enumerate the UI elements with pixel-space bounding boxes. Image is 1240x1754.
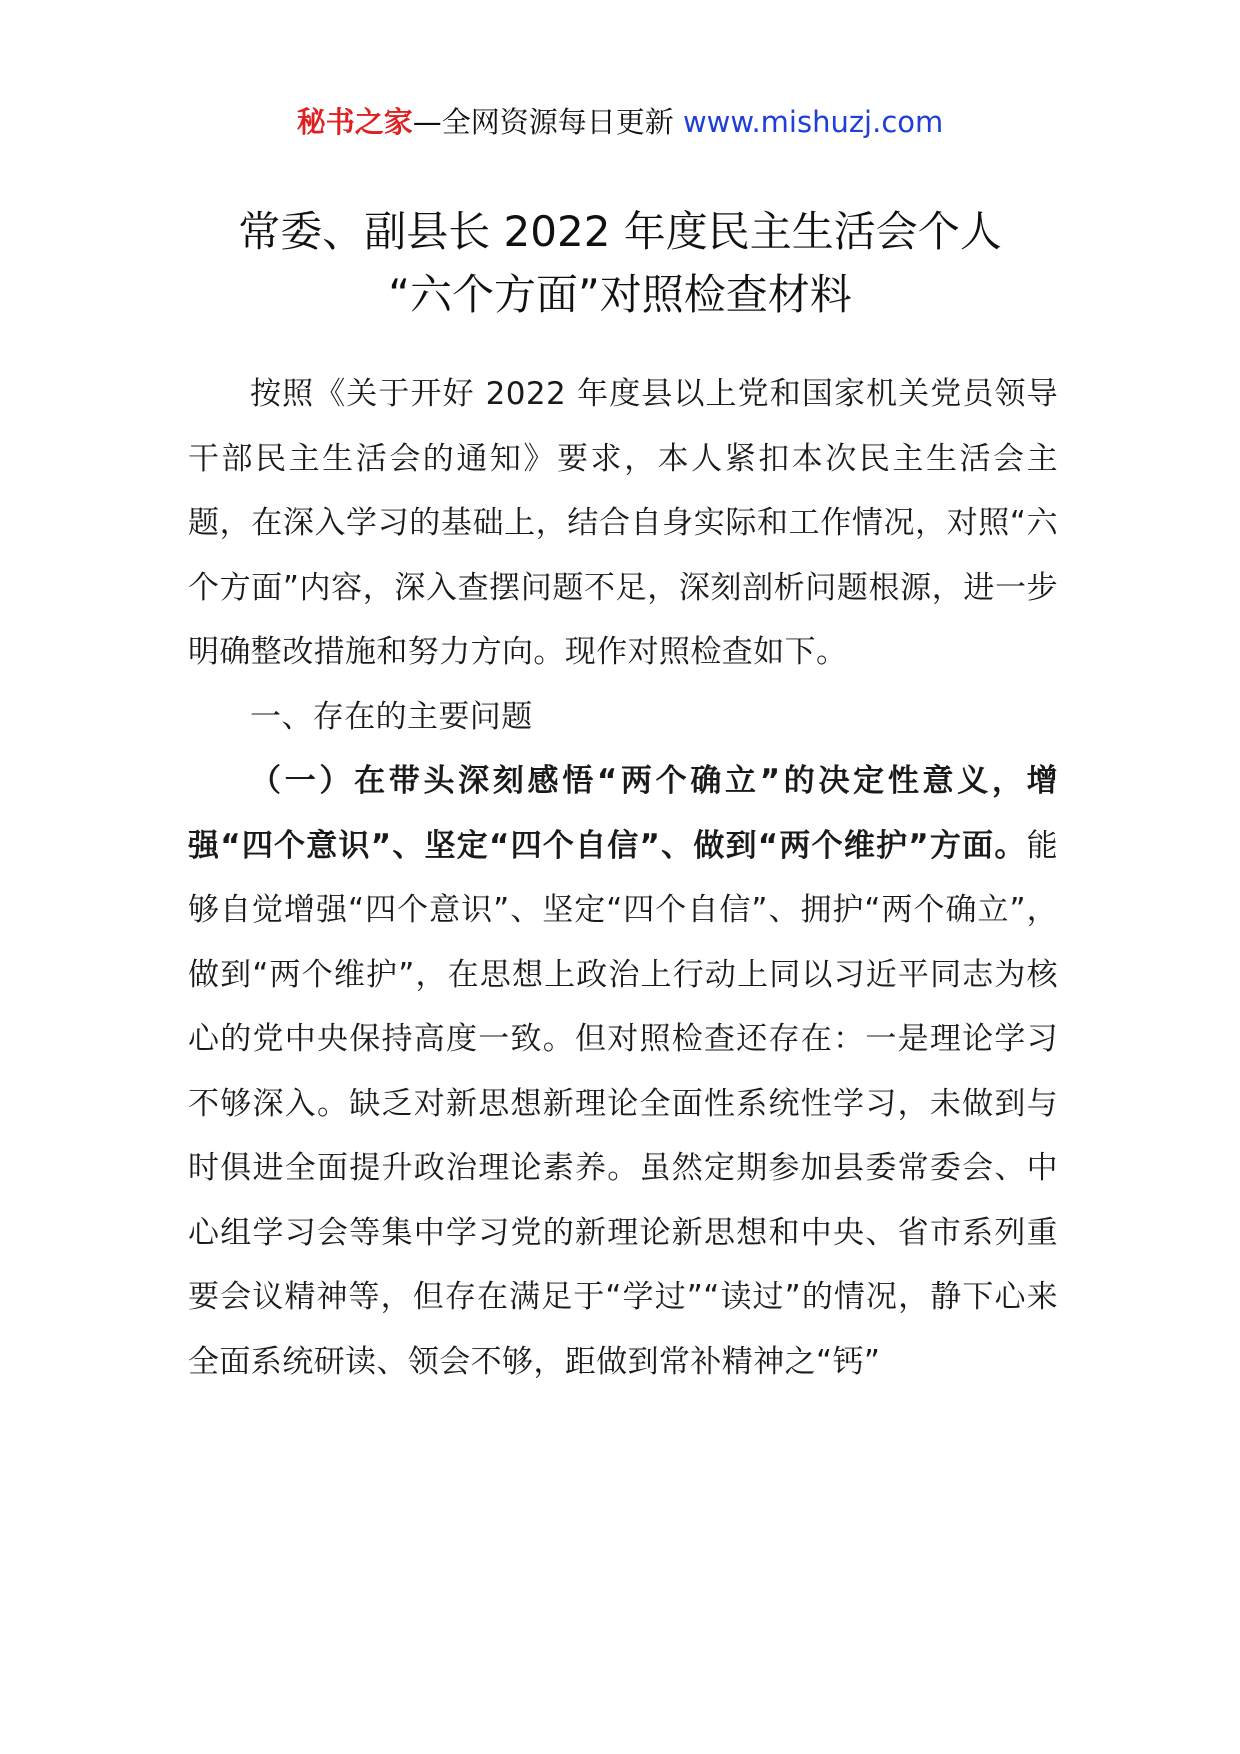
item-1-text: 能够自觉增强“四个意识”、坚定“四个自信”、拥护“两个确立”，做到“两个维护”，在思想上政治上行动上同以习近平同志为核心的党中央保持高度一致。但对照检查还存在：一是理论学习不够深入。缺乏对新思想新理论全面性系统性学习，未做到与时俱进全面提升政治理论素养。虽然定期参加县委常委会、中心组学习会等集中学习党的新理论新思想和中央、省市系列重要会议精神等，但存在满足于“学过”“读过”的情况，静下心来全面系统研读、领会不够，距做到常补精神之“钙”	[188, 827, 1058, 1380]
intro-paragraph: 按照《关于开好 2022 年度县以上党和国家机关党员领导干部民主生活会的通知》要求，本人紧扣本次民主生活会主题，在深入学习的基础上，结合自身实际和工作情况，对照“六个方面”内容，深入查摆问题不足，深刻剖析问题根源，进一步明确整改措施和努力方向。现作对照检查如下。	[188, 376, 1058, 670]
document-body	[188, 362, 1058, 1394]
watermark-header	[0, 100, 1240, 144]
item-1-heading: （一）在带头深刻感悟“两个确立”的决定性意义，增强“四个意识”、坚定“四个自信”、做到“两个维护”方面。	[188, 763, 1058, 864]
brand-name: 秘书之家	[296, 105, 413, 139]
item-1-paragraph	[188, 749, 1058, 1394]
document-title	[0, 200, 1240, 326]
website-url[interactable]: www.mishuzj.com	[682, 105, 944, 139]
title-line-2: “六个方面”对照检查材料	[388, 270, 852, 319]
header-tagline: —全网资源每日更新	[412, 105, 674, 139]
title-line-1: 常委、副县长 2022 年度民主生活会个人	[238, 207, 1002, 256]
section-heading: 一、存在的主要问题	[250, 698, 533, 735]
